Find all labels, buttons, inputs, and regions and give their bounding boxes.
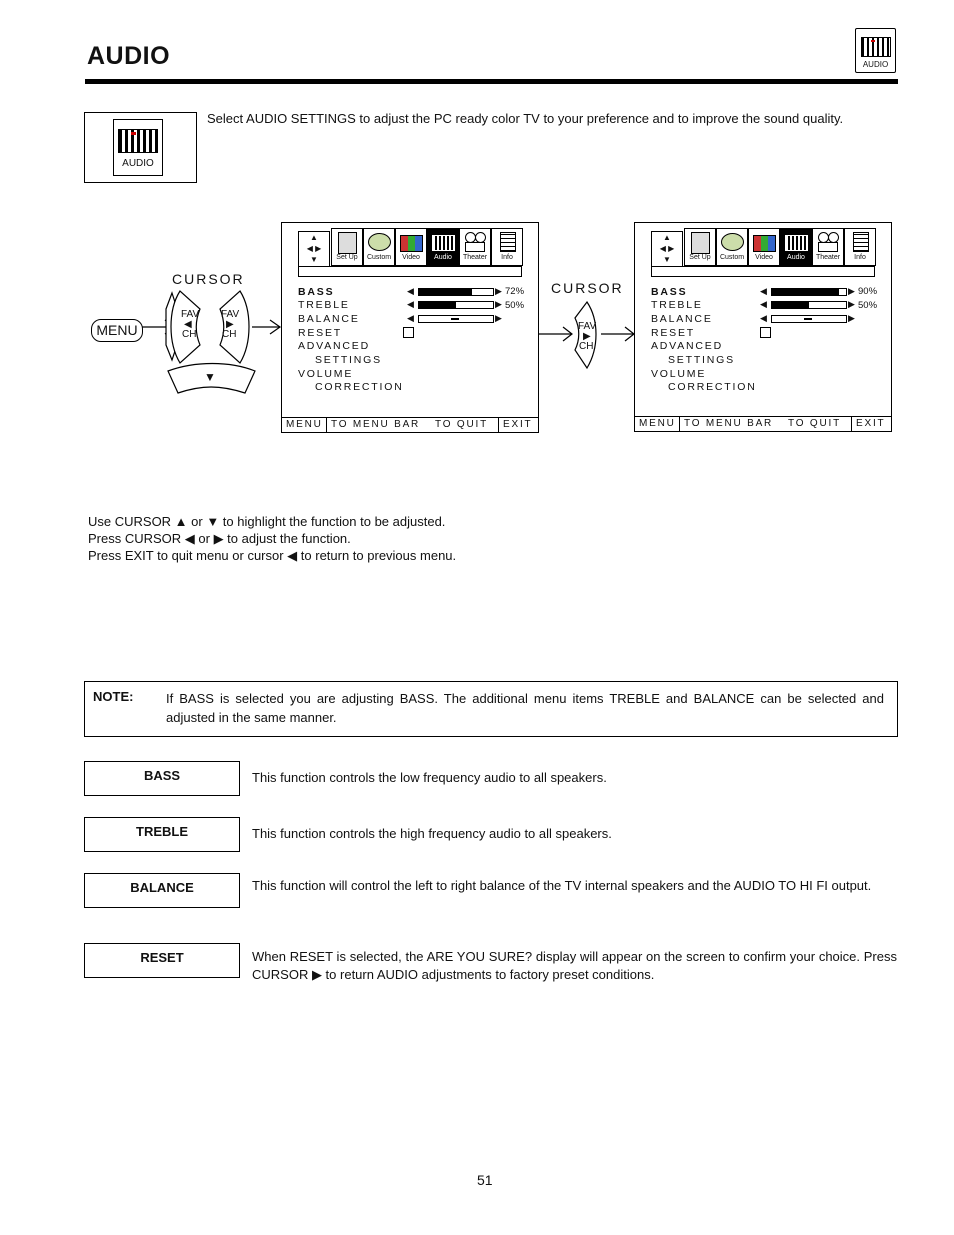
corner-icon-label: AUDIO	[862, 60, 889, 69]
audio-corner-icon	[855, 28, 896, 73]
tab-setup-2: Set Up	[684, 228, 716, 266]
right-arrow-icon: ▶	[226, 319, 234, 330]
tab-custom-2: Custom	[716, 228, 748, 266]
balance-slider	[418, 315, 494, 323]
menu-item-treble-2: TREBLE	[651, 299, 703, 311]
cursor-label: CURSOR	[172, 271, 245, 287]
treble-slider-2	[771, 301, 847, 309]
treble-percent-2: 50%	[858, 300, 878, 311]
instructions	[88, 513, 456, 564]
audio-icon-label: AUDIO	[122, 158, 154, 169]
tab-theater-2: Theater	[812, 228, 844, 266]
tab-info: Info	[491, 228, 523, 266]
ch-left-label: CH	[182, 329, 197, 340]
fav-right-label: FAV	[221, 309, 240, 320]
note-box	[84, 681, 898, 737]
tab-info-2: Info	[844, 228, 876, 266]
note-text: If BASS is selected you are adjusting BASS. The additional menu items TREBLE and BALANCE can be selected and adjusted in the same manner.	[166, 691, 884, 725]
menu-item-bass: BASS	[298, 286, 335, 298]
menu-item-settings: SETTINGS	[315, 354, 382, 366]
menu-button: MENU	[91, 319, 143, 342]
menu-item-treble: TREBLE	[298, 299, 350, 311]
menu-item-bass-2: BASS	[651, 286, 688, 298]
cursor-label-2: CURSOR	[551, 280, 624, 296]
balance-left-arrow-icon-2: ◀	[760, 313, 767, 323]
tab-video-2: Video	[748, 228, 780, 266]
tab-audio: Audio	[427, 228, 459, 266]
page-title: AUDIO	[87, 42, 171, 70]
menu-item-correction: CORRECTION	[315, 381, 404, 393]
ch-right-label: CH	[222, 329, 237, 340]
audio-icon	[113, 119, 163, 176]
treble-slider	[418, 301, 494, 309]
treble-right-arrow-icon-2: ▶	[848, 299, 855, 309]
nav-arrows-icon: ▲ ◀ ▶ ▼	[298, 231, 330, 267]
balance-left-arrow-icon: ◀	[407, 313, 414, 323]
menu-item-advanced-2: ADVANCED	[651, 340, 723, 352]
bass-right-arrow-icon-2: ▶	[848, 286, 855, 296]
menu-screen-1	[281, 222, 539, 433]
menu-item-correction-2: CORRECTION	[668, 381, 757, 393]
reset-label-box: RESET	[84, 943, 240, 978]
reset-checkbox	[403, 327, 414, 338]
instruction-line-2: Press CURSOR ◀ or ▶ to adjust the function.	[88, 531, 351, 546]
balance-label-box: BALANCE	[84, 873, 240, 908]
instruction-line-1: Use CURSOR ▲ or ▼ to highlight the function to be adjusted.	[88, 514, 446, 529]
intro-text: Select AUDIO SETTINGS to adjust the PC ready color TV to your preference and to improve the sound quality.	[207, 111, 844, 126]
balance-description: This function will control the left to right balance of the TV internal speakers and the AUDIO TO HI FI output.	[252, 878, 872, 893]
menu-item-volume: VOLUME	[298, 368, 354, 380]
bass-label-box: BASS	[84, 761, 240, 796]
tab-setup: Set Up	[331, 228, 363, 266]
bass-slider	[418, 288, 494, 296]
bass-description: This function controls the low frequency audio to all speakers.	[252, 770, 607, 785]
menu-item-settings-2: SETTINGS	[668, 354, 735, 366]
menu-item-volume-2: VOLUME	[651, 368, 707, 380]
bass-percent-2: 90%	[858, 286, 878, 297]
balance-right-arrow-icon: ▶	[495, 313, 502, 323]
reset-description: When RESET is selected, the ARE YOU SURE? display will appear on the screen to confirm your choice. Press CURSOR ▶ to return AUDIO adjustments to factory preset conditions.	[252, 949, 897, 982]
tab-audio-2: Audio	[780, 228, 812, 266]
menu-item-balance: BALANCE	[298, 313, 360, 325]
bass-percent: 72%	[505, 286, 525, 297]
tab-video: Video	[395, 228, 427, 266]
fav-label-2: FAV	[578, 321, 597, 332]
menu-footer: MENU TO MENU BAR TO QUIT EXIT	[282, 417, 538, 432]
menu-item-balance-2: BALANCE	[651, 313, 713, 325]
tab-custom: Custom	[363, 228, 395, 266]
treble-right-arrow-icon: ▶	[495, 299, 502, 309]
bass-left-arrow-icon-2: ◀	[760, 286, 767, 296]
ch-label-2: CH	[579, 341, 594, 352]
menu-item-advanced: ADVANCED	[298, 340, 370, 352]
nav-arrows-icon-2: ▲ ◀ ▶ ▼	[651, 231, 683, 267]
balance-right-arrow-icon-2: ▶	[848, 313, 855, 323]
balance-slider-2	[771, 315, 847, 323]
treble-left-arrow-icon: ◀	[407, 299, 414, 309]
fav-left-label: FAV	[181, 309, 200, 320]
page-number: 51	[477, 1172, 493, 1188]
menu-screen-2	[634, 222, 892, 432]
menu-footer-2: MENU TO MENU BAR TO QUIT EXIT	[635, 416, 891, 431]
reset-checkbox-2	[760, 327, 771, 338]
bass-left-arrow-icon: ◀	[407, 286, 414, 296]
note-label: NOTE:	[93, 689, 134, 704]
bass-right-arrow-icon: ▶	[495, 286, 502, 296]
right-arrow-icon-2: ▶	[583, 331, 591, 342]
menu-item-reset: RESET	[298, 327, 343, 339]
treble-left-arrow-icon-2: ◀	[760, 299, 767, 309]
tab-theater: Theater	[459, 228, 491, 266]
treble-percent: 50%	[505, 300, 525, 311]
tab-bar	[298, 228, 522, 272]
treble-label-box: TREBLE	[84, 817, 240, 852]
bass-slider-2	[771, 288, 847, 296]
down-arrow-icon: ▼	[204, 370, 216, 384]
instruction-line-3: Press EXIT to quit menu or cursor ◀ to return to previous menu.	[88, 548, 457, 563]
tab-bar-2	[651, 228, 875, 272]
header-rule	[85, 79, 898, 84]
audio-icon-box	[84, 112, 197, 183]
left-arrow-icon: ◀	[184, 319, 192, 330]
treble-description: This function controls the high frequency audio to all speakers.	[252, 826, 612, 841]
menu-item-reset-2: RESET	[651, 327, 696, 339]
